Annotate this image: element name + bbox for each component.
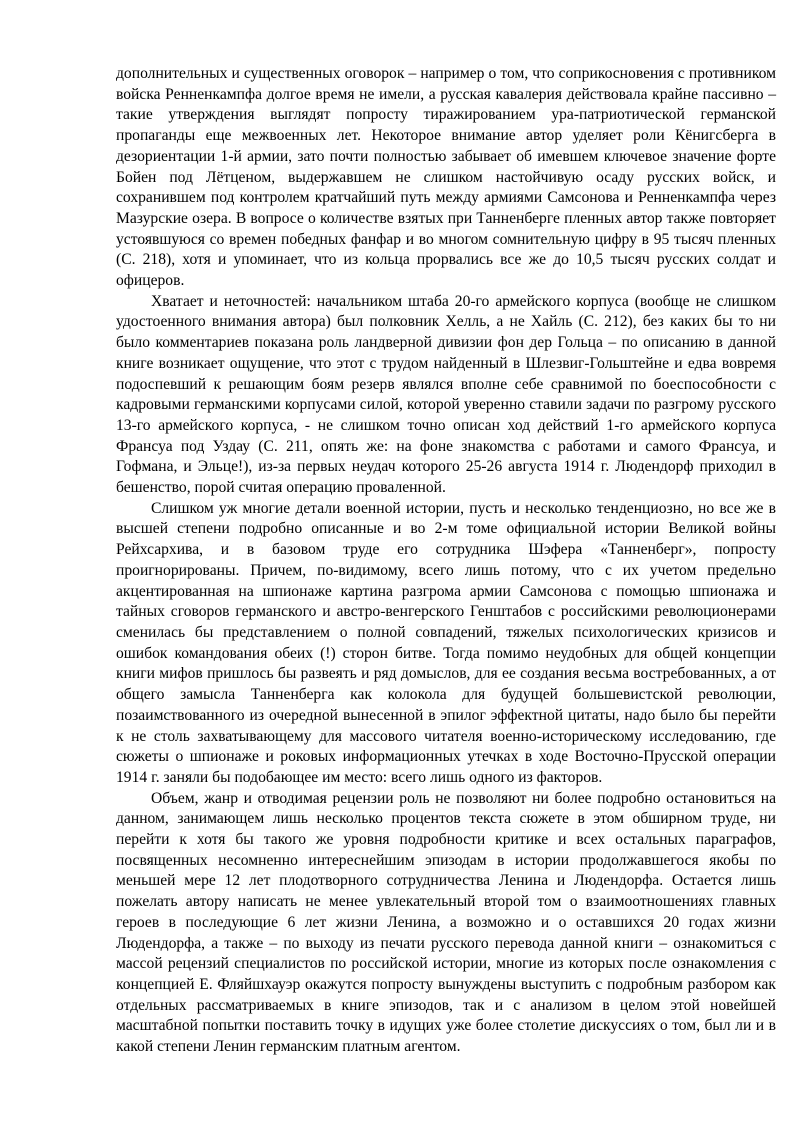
- paragraph-inaccuracies: Хватает и неточностей: начальником штаба 20-го армейского корпуса (вообще не слишком удостоенного внимания автора) был полковник Хелль, а не Хайль (С. 212), без каких бы то ни было комментариев показана роль ландверной дивизии фон дер Гольца – по описанию в данной книге возникает ощущение, что этот с трудом найденный в Шлезвиг-Гольштейне и едва вовремя подоспевший к решающим боям резерв являлся вполне себе сравнимой по боеспособности с кадровыми германскими корпусами силой, которой уверенно ставили задачи по разгрому русского 13-го армейского корпуса, - не слишком точно описан ход действий 1-го армейского корпуса Франсуа под Уздау (С. 211, опять же: на фоне знакомства с работами и самого Франсуа, и Гофмана, и Эльце!), из-за первых неудач которого 25-26 августа 1914 г. Людендорф приходил в бешенство, порой считая операцию проваленной.: [116, 292, 776, 497]
- document-page: [116, 64, 776, 1058]
- paragraph-continuation: дополнительных и существенных оговорок – например о том, что соприкосновения с противником войска Ренненкампфа долгое время не имели, а русская кавалерия действовала крайне пассивно – такие утверждения выглядят попросту тиражированием ура-патриотической германской пропаганды еще межвоенных лет. Некоторое внимание автор уделяет роли Кёнигсберга в дезориентации 1-й армии, зато почти полностью забывает об имевшем ключевое значение форте Бойен под Лётценом, выдержавшем не слишком настойчивую осаду русских войск, и сохранившем под контролем кратчайший путь между армиями Самсонова и Ренненкампфа через Мазурские озера. В вопросе о количестве взятых при Танненберге пленных автор также повторяет устоявшуюся со времен победных фанфар и во многом сомнительную цифру в 95 тысяч пленных (С. 218), хотя и упоминает, что из кольца прорвались все же до 10,5 тысяч русских солдат и офицеров.: [116, 65, 776, 290]
- paragraph-conclusion: Объем, жанр и отводимая рецензии роль не позволяют ни более подробно остановиться на данном, занимающем лишь несколько процентов текста сюжете в этом обширном труде, ни перейти к хотя бы такого же уровня подробности критике и всех остальных параграфов, посвященных несомненно интереснейшим эпизодам в истории продолжавшегося якобы по меньшей мере 12 лет плодотворного сотрудничества Ленина и Людендорфа. Остается лишь пожелать автору написать не менее увлекательный второй том о взаимоотношениях главных героев в последующие 6 лет жизни Ленина, а возможно и о оставшихся 20 годах жизни Людендорфа, а также – по выходу из печати русского перевода данной книги – ознакомиться с массой рецензий специалистов по российской истории, многие из которых после ознакомления с концепцией Е. Фляйшхауэр окажутся попросту вынуждены выступить с подробным разбором как отдельных рассматриваемых в книге эпизодов, так и с анализом в целом этой новейшей масштабной попытки поставить точку в идущих уже более столетие дискуссиях о том, был ли и в какой степени Ленин германским платным агентом.: [116, 789, 776, 1056]
- paragraph-ignored-details: Слишком уж многие детали военной истории, пусть и несколько тенденциозно, но все же в высшей степени подробно описанные и во 2-м томе официальной истории Великой войны Рейхсархива, и в базовом труде его сотрудника Шэфера «Танненберг», попросту проигнорированы. Причем, по-видимому, всего лишь потому, что с их учетом предельно акцентированная на шпионаже картина разгрома армии Самсонова с помощью шпионажа и тайных сговоров германского и австро-венгерского Генштабов с российскими революционерами сменилась бы представлением о полной совпадений, тяжелых психологических кризисов и ошибок командования обеих (!) сторон битве. Тогда помимо неудобных для общей концепции книги мифов пришлось бы развеять и ряд домыслов, для ее создания весьма востребованных, а от общего замысла Танненберга как колокола для будущей большевистской революции, позаимствованного из очередной вынесенной в эпилог эффектной цитаты, надо было бы перейти к не столь захватывающему для массового читателя военно-историческому исследованию, где сюжеты о шпионаже и роковых информационных утечках в ходе Восточно-Прусской операции 1914 г. заняли бы подобающее им место: всего лишь одного из факторов.: [116, 499, 776, 786]
